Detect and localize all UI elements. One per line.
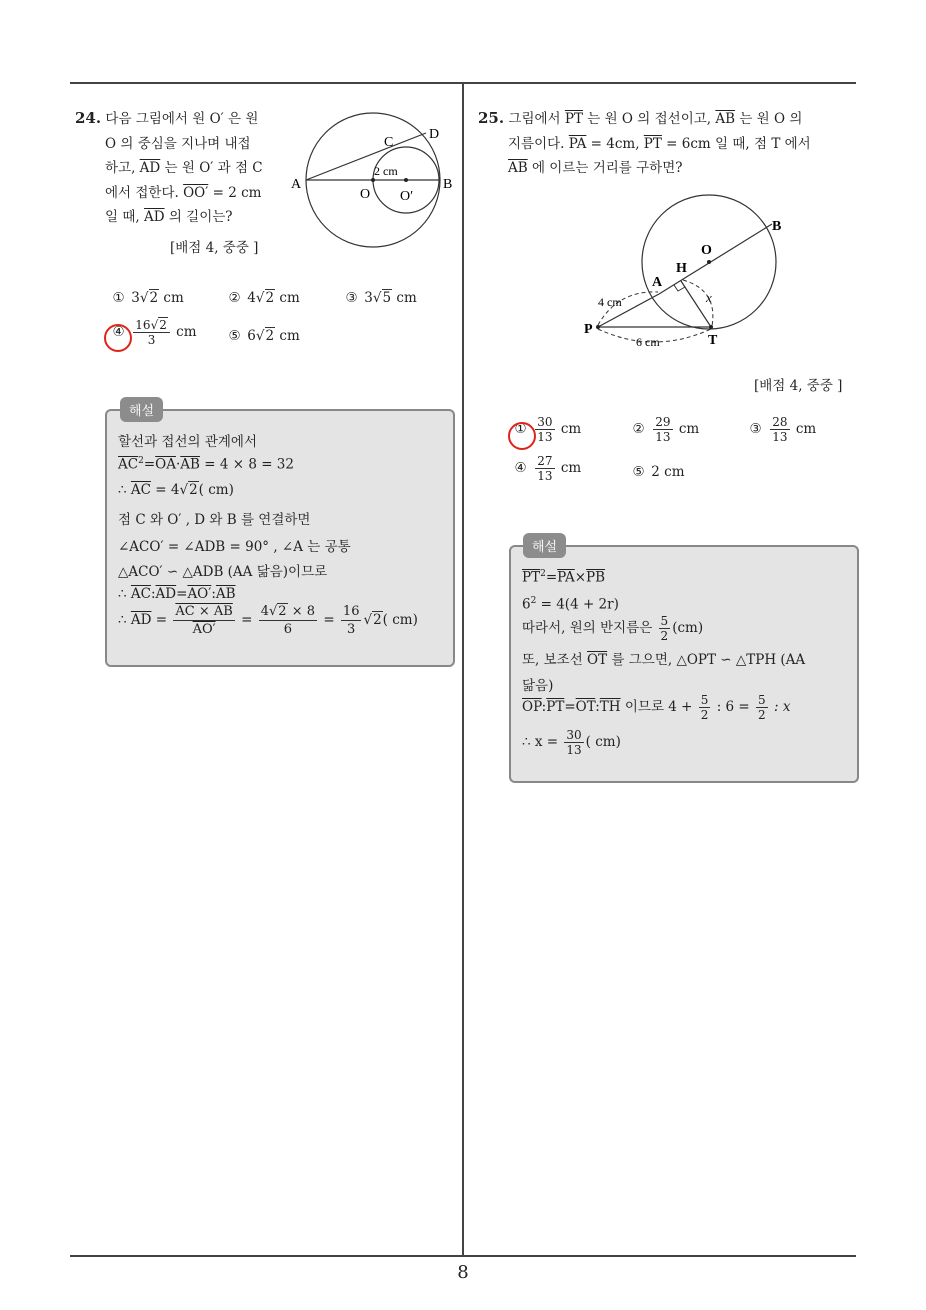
- svg-text:2 cm: 2 cm: [374, 164, 398, 178]
- svg-text:A: A: [652, 275, 663, 290]
- q25-choice-1[interactable]: ① $\frac{30}{13}$ cm: [514, 415, 582, 444]
- q25-sol-line-3: 따라서, 원의 반지름은 $\frac{5}{2}$ (cm): [522, 614, 704, 643]
- question-24-text: 24. 다음 그림에서 원 O′ 은 원 O 의 중심을 지나며 내접 하고, $\overline{AD}$ 는 원 O′ 과 점 C 에서 접한다. OO′ = 2 cm 일 때, $\overline{AD}$ 의 길이는?: [75, 109, 263, 225]
- q25-sol-line-4: 또, 보조선 $\overline{OT}$ 를 그으면, △OPT ∽ △TPH (AA: [522, 652, 806, 668]
- svg-text:H: H: [676, 261, 687, 276]
- q24-sol-line-4: 점 C 와 O′ , D 와 B 를 연결하면: [118, 512, 311, 528]
- segment-ad: [306, 133, 426, 180]
- svg-text:x: x: [706, 290, 712, 305]
- diameter-ab: [659, 224, 772, 294]
- column-divider: [462, 84, 464, 1256]
- svg-text:A: A: [291, 177, 302, 192]
- q25-choice-3[interactable]: ③ $\frac{28}{13}$ cm: [749, 415, 817, 444]
- svg-text:C: C: [384, 135, 394, 150]
- q24-sol-line-6: △ACO′ ∽ △ADB (AA 닮음)이므로: [118, 564, 328, 580]
- svg-text:O: O: [360, 187, 371, 202]
- q24-score: [배점 4, 중중 ]: [170, 240, 259, 256]
- q24-choice-1[interactable]: ① 3√2 cm: [112, 290, 184, 306]
- q25-solution-tag: 해설: [523, 533, 566, 558]
- q24-choice-3[interactable]: ③ 3√5 cm: [345, 290, 417, 306]
- q24-choice-5[interactable]: ⑤ 6√2 cm: [228, 328, 300, 344]
- q25-sol-line-5: 닮음): [522, 678, 554, 694]
- question-25-text: 25. 그림에서 $\overline{PT}$ 는 원 O 의 접선이고, $\overline{AB}$ 는 원 O 의 지름이다. $\overline{PA} = 4cm$, $\overline{PT} = 6cm$ 일 때, 점 T 에서 $\overline{AB}$ 에 이르는 거리를 구하면?: [478, 109, 811, 176]
- q25-sol-line-2: $6^2 = 4(4 + 2r)$: [522, 596, 619, 613]
- q24-sol-line-2: $\overline{AC}^2=\overline{OA}\cdot\overline{AB} = 4 \times 8 = 32$: [118, 456, 294, 473]
- q24-choice-4[interactable]: ④ $\frac{16√2}{3}$ cm: [112, 318, 197, 347]
- svg-text:B: B: [772, 219, 782, 234]
- q25-figure: [578, 190, 798, 355]
- svg-text:O: O: [701, 243, 712, 258]
- svg-text:4 cm: 4 cm: [598, 295, 622, 309]
- svg-text:B: B: [443, 177, 453, 192]
- q25-answer-mark: [508, 422, 536, 450]
- q25-choice-2[interactable]: ② $\frac{29}{13}$ cm: [632, 415, 700, 444]
- svg-text:P: P: [584, 322, 593, 337]
- question-number: 25.: [478, 109, 505, 127]
- bottom-rule: [70, 1255, 856, 1257]
- q24-sol-line-1: 할선과 접선의 관계에서: [118, 434, 257, 450]
- svg-text:D: D: [429, 127, 440, 142]
- q25-choice-4[interactable]: ④ $\frac{27}{13}$ cm: [514, 454, 582, 483]
- q24-solution-tag: 해설: [120, 397, 163, 422]
- q25-sol-line-7: ∴ x = $\frac{30}{13}$ ( cm): [522, 728, 621, 757]
- q25-sol-line-1: $\overline{PT}^2=\overline{PA}\times\overline{PB}$: [522, 569, 606, 586]
- q24-choice-2[interactable]: ② 4√2 cm: [228, 290, 300, 306]
- svg-text:6 cm: 6 cm: [636, 335, 660, 349]
- q25-choice-5[interactable]: ⑤ 2 cm: [632, 464, 685, 480]
- page-number: 8: [457, 1262, 469, 1283]
- q24-sol-line-3: ∴ $\overline{AC} = 4√2$( cm): [118, 482, 234, 498]
- question-number: 24.: [75, 109, 102, 127]
- q24-figure: [286, 100, 462, 270]
- q24-answer-mark: [104, 324, 132, 352]
- q24-sol-line-5: ∠ACO′ = ∠ADB = 90° , ∠A 는 공통: [118, 539, 351, 555]
- q24-sol-line-8: ∴ $\overline{AD}$ = $\frac{AC \times AB}{AO'}$ = $\frac{4√2 \times 8}{6}$ = $\frac{16}{3}$ √2( cm): [118, 604, 418, 637]
- svg-text:T: T: [708, 333, 718, 348]
- q25-sol-line-6: $\overline{OP}:\overline{PT}=\overline{OT}:\overline{TH}$ 이므로 4 + $\frac{5}{2}$ : 6 = $\frac{5}{2}$ : x: [522, 693, 791, 722]
- svg-text:O′: O′: [400, 189, 414, 204]
- q24-sol-line-7: ∴ $\overline{AC}:\overline{AD}=AO':\overline{AB}$: [118, 586, 236, 602]
- q25-score: [배점 4, 중중 ]: [754, 378, 843, 394]
